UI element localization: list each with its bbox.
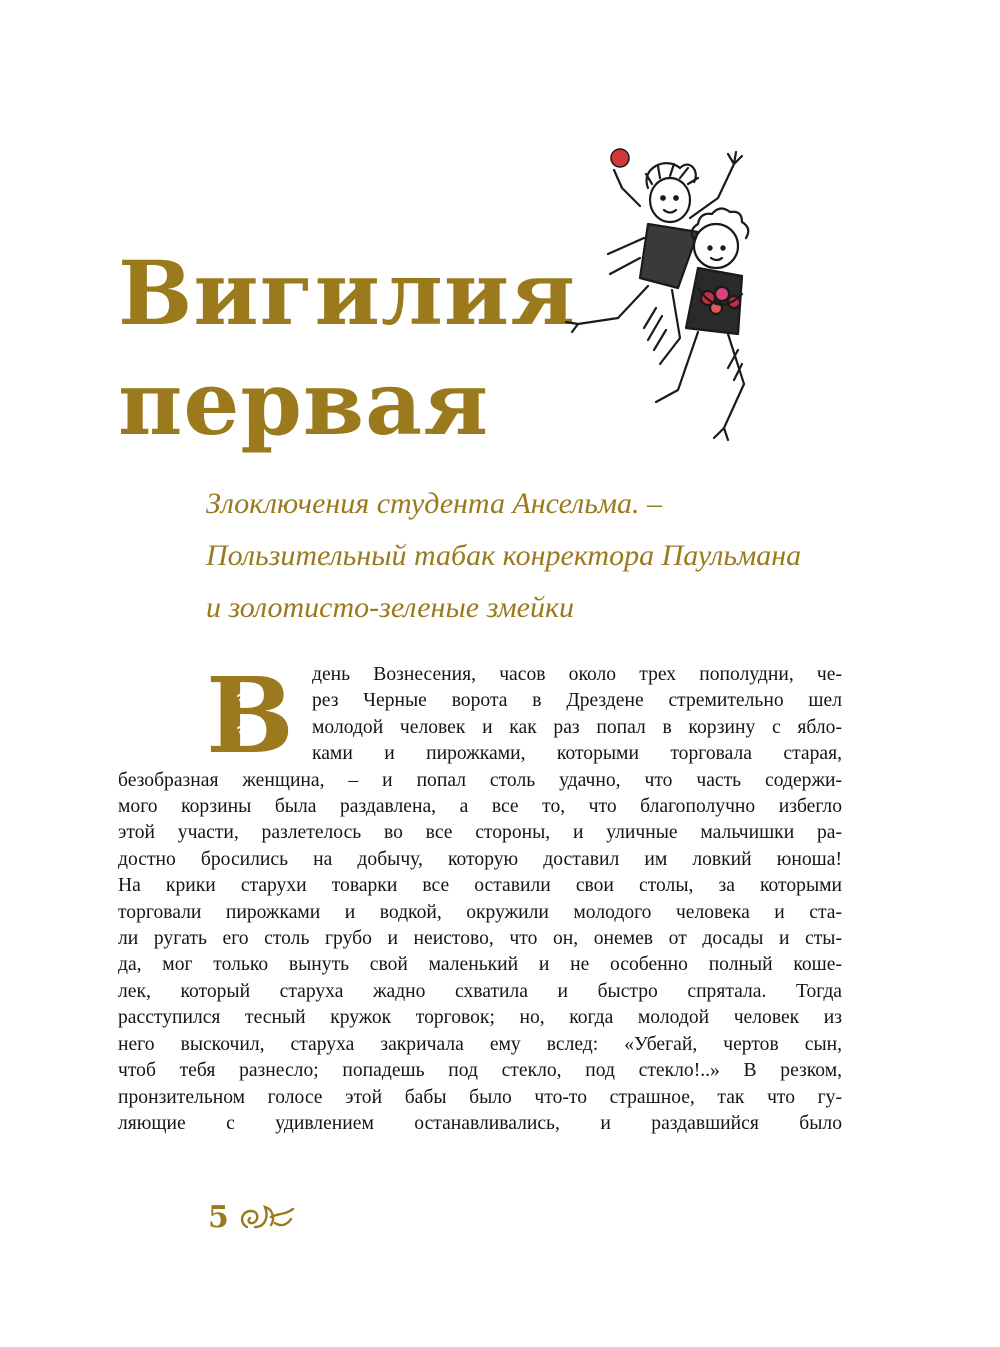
- drop-cap-text: В: [206, 666, 294, 766]
- body-line: мого корзины была раздавлена, а все то, что благополучно избегло: [118, 796, 842, 818]
- body-line: чтоб тебя разнесло; попадешь под стекло, под стекло!..» В резком,: [118, 1060, 842, 1082]
- body-text: [118, 662, 842, 1137]
- subtitle-line-3: и золотисто-зеленые змейки: [206, 591, 575, 624]
- page-footer: [208, 1192, 297, 1242]
- two-boys-running-illustration: [548, 128, 818, 458]
- chapter-title-line-2: первая: [118, 351, 490, 455]
- body-line: молодой человек и как раз попал в корзину с ябло-: [312, 716, 842, 738]
- page-number: 5: [208, 1199, 229, 1235]
- body-line: лек, который старуха жадно схватила и быстро спрятала. Тогда: [118, 980, 842, 1002]
- chapter-title: [118, 238, 576, 458]
- body-line: него выскочил, старуха закричала ему вслед: «Убегай, чертов сын,: [118, 1033, 842, 1055]
- subtitle-line-2: Пользительный табак конректора Паульмана: [206, 539, 802, 572]
- body-line: безобразная женщина, – и попал столь удачно, что часть содержи-: [118, 769, 842, 791]
- body-line: расступился тесный кружок торговок; но, когда молодой человек из: [118, 1007, 842, 1029]
- chapter-subtitle: [206, 478, 846, 634]
- body-line: ками и пирожками, которыми торговала старая,: [312, 743, 842, 765]
- body-line: пронзительном голосе этой бабы было что-то страшное, так что гу-: [118, 1086, 842, 1108]
- body-line: ли ругать его столь грубо и неистово, что он, онемев от досады и сты-: [118, 928, 842, 950]
- body-line: достно бросились на добычу, которую доставил им ловкий юноша!: [118, 848, 842, 870]
- body-line: этой участи, разлетелось во все стороны, и уличные мальчишки ра-: [118, 822, 842, 844]
- chapter-title-line-1: Вигилия: [118, 241, 577, 345]
- subtitle-line-1: Злоключения студента Ансельма. –: [206, 487, 663, 520]
- body-line: день Вознесения, часов около трех пополудни, че-: [312, 664, 842, 685]
- body-line: На крики старухи товарки все оставили свои столы, за которыми: [118, 875, 842, 897]
- body-line: ляющие с удивлением останавливались, и раздавшийся было: [118, 1112, 842, 1134]
- flourish-ornament-icon: [235, 1197, 297, 1237]
- body-line: да, мог только вынуть свой маленький и не особенно полный коше-: [118, 954, 842, 976]
- body-line: торговали пирожками и водкой, окружили молодого человека и ста-: [118, 901, 842, 923]
- body-line: рез Черные ворота в Дрездене стремительно шел: [312, 690, 842, 712]
